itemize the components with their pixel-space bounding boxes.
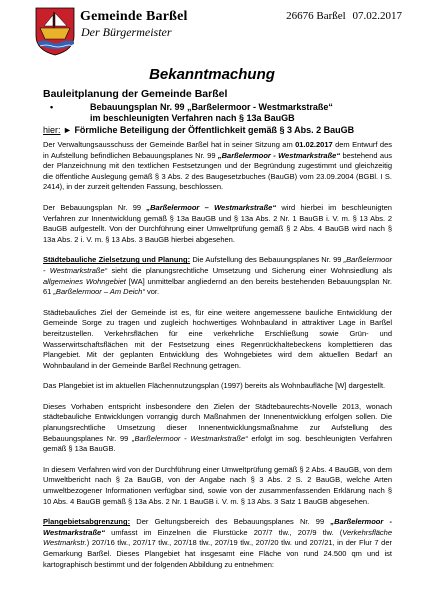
paragraph-7: In diesem Verfahren wird von der Durchführung einer Umweltprüfung gemäß § 2 Abs. 4 BauGB, von dem Umweltbericht nach § 2a BauGB, von der Angabe nach § 3 Abs. 2 S. 2 BauGB, welche Arten umweltbezogener Informationen verfügbar sind, sowie von der zusammenfassenden Erklärung nach § 10 Abs. 4 BauGB gemäß § 13a Abs. 2 Nr. 1 BauGB i. V. m. § 13 Abs. 3 Satz 1 BauGB abgesehen. <box>43 464 392 506</box>
p1-plan-name: „Barßelermoor - Westmarkstraße“ <box>217 150 341 160</box>
office-name: Der Bürgermeister <box>81 25 172 39</box>
postcode-city: 26676 Barßel <box>286 10 346 22</box>
p8-heading: Plangebietsabgrenzung: <box>43 517 131 527</box>
paragraph-5: Das Plangebiet ist im aktuellen Flächennutzungsplan (1997) bereits als Wohnbaufläche [W] dargestellt. <box>43 381 386 391</box>
paragraph-4: Städtebauliches Ziel der Gemeinde ist es, für eine weitere angemessene bauliche Entwicklung der Gemeinde Sorge zu tragen und zugleich hochwertiges Wohnbauland in attraktiver Lage in Barßel bereitzustellen. Verkehrsflächen für eine verkehrliche Erschließung sowie Grün- und Wasserwirtschaftsflächen mit der Festsetzung eines Regenrückhaltebeckens komplettieren das Plangebiet. Mit der geplanten Entwicklung des Wohngebietes wird dem aktuellen Bedarf an Wohnbauland in der Gemeinde Barßel Rechnung getragen. <box>43 307 392 370</box>
p3-heading: Städtebauliche Zielsetzung und Planung: <box>43 255 191 265</box>
p1-date: 01.02.2017 <box>295 140 333 149</box>
municipality-name: Gemeinde Barßel <box>80 9 188 24</box>
p1-text-c: bestehend aus der Planzeichnung mit den textlichen Festsetzungen und der Begründung zugestimmt und gleichzeitig die öffentliche Auslegung gemäß § 3 Abs. 2 des Baugesetzbuches (BauGB) vom 23.09.2004 (BGBl. I S. 2414), in der zurzeit geltenden Fassung, beschlossen. <box>43 150 392 192</box>
p6-text-a: Dieses Vorhaben entspricht insbesondere den Zielen der Städtebaurechts-Novelle 2013, wonach städtebauliche Entwicklungen vorrangig durch Maßnahmen der Innenentwicklung erfolgen sollen. Die planungsrechtliche Umsetzung dieser Innenentwicklungsmaßnahme zur Aufstellung des Bebauungsplanes Nr. 99 <box>43 401 392 443</box>
paragraph-1 <box>43 140 392 193</box>
address-date <box>282 10 402 22</box>
paragraph-6 <box>43 402 392 455</box>
municipal-crest-ship-icon <box>34 6 76 56</box>
p3-plan-name: „Barßelermoor - Westmarkstraße“ <box>43 255 392 275</box>
body-text <box>43 140 392 580</box>
subtitle: Bauleitplanung der Gemeinde Barßel <box>43 88 228 100</box>
p2-plan-name: „Barßelermoor – Westmarkstraße“ <box>146 202 277 212</box>
p8-plan-name: „Barßelermoor - Westmarkstraße“ <box>43 517 393 537</box>
p6-plan-name: „Barßelermoor - Westmarkstraße“ <box>132 433 248 443</box>
plan-title-line1: Bebauungsplan Nr. 99 „Barßelermoor - Westmarkstraße“ <box>90 102 333 112</box>
p2-text-b: wird hierbei im beschleunigten Verfahren zur Innentwicklung gemäß § 13a BauGB und § 13a Abs. 2 Nr. 1 BauGB i. V. m. § 13 Abs. 2 BauGB aufgestellt. Von der Durchführung einer Umweltprüfung gemäß § 2 Abs. 4 BauGB wird nach § 13a Abs. 2 i. V. m. § 13 Abs. 3 BauGB hierbei abgesehen. <box>43 202 392 244</box>
letterhead <box>0 0 424 58</box>
letter-date: 07.02.2017 <box>352 10 402 22</box>
p2-text-a: Der Bebauungsplan Nr. 99 <box>43 202 147 212</box>
p1-text-a: Der Verwaltungsausschuss der Gemeinde Barßel hat in seiner Sitzung am <box>43 140 296 149</box>
paragraph-8 <box>43 517 392 570</box>
p3-wa: allgemeines Wohngebiet <box>43 276 126 286</box>
page-title: Bekanntmachung <box>149 66 275 83</box>
hier-line <box>43 125 354 135</box>
p8-text-c: ) 207/16 tlw., 207/17 tlw., 207/18 tlw., 207/19 tlw., 207/20 tlw. und 207/21, in der Flur 7 der Gemarkung Barßel. Dieses Plangebiet hat insgesamt eine Fläche von rund 24.500 qm und ist kartographisch bestimmt und der folgenden Abbildung zu entnehmen: <box>43 538 392 569</box>
bullet-icon: • <box>50 102 54 112</box>
p8-text-a: Der Geltungsbereich des Bebauungsplanes Nr. 99 <box>130 517 331 527</box>
p3-text-b: sieht die planungsrechtliche Umsetzung und Sicherung einer Wohnsiedlung als <box>107 265 392 275</box>
p8-text-b: umfasst im Einzelnen die Flurstücke 207/7 tlw., 207/9 tlw. ( <box>104 527 343 537</box>
paragraph-2 <box>43 203 392 245</box>
p3-text-c: [WA] unmittelbar angliedernd an den bereits bestehenden Bebauungsplan Nr. 61 <box>43 276 392 297</box>
p6-text-b: erfolgt im sog. beschleunigten Verfahren gemäß § 13a BauGB. <box>43 433 392 454</box>
p8-street: Verkehrsfläche Westmarkstr. <box>43 527 392 548</box>
plan-title-line2: im beschleunigten Verfahren nach § 13a BauGB <box>90 113 295 123</box>
p1-text-b: dem Entwurf des in Aufstellung befindlichen Bebauungsplanes Nr. 99 <box>43 140 393 160</box>
p3-plan61-name: „Barßelermoor – Am Deich“ <box>53 287 145 297</box>
p3-text-a: Die Aufstellung des Bebauungsplanes Nr. 99 <box>190 255 344 265</box>
hier-label: hier: <box>43 125 61 135</box>
paragraph-3 <box>43 255 392 297</box>
p3-text-d: vor. <box>144 287 160 297</box>
hier-text: ► Förmliche Beteiligung der Öffentlichkeit gemäß § 3 Abs. 2 BauGB <box>63 125 355 135</box>
